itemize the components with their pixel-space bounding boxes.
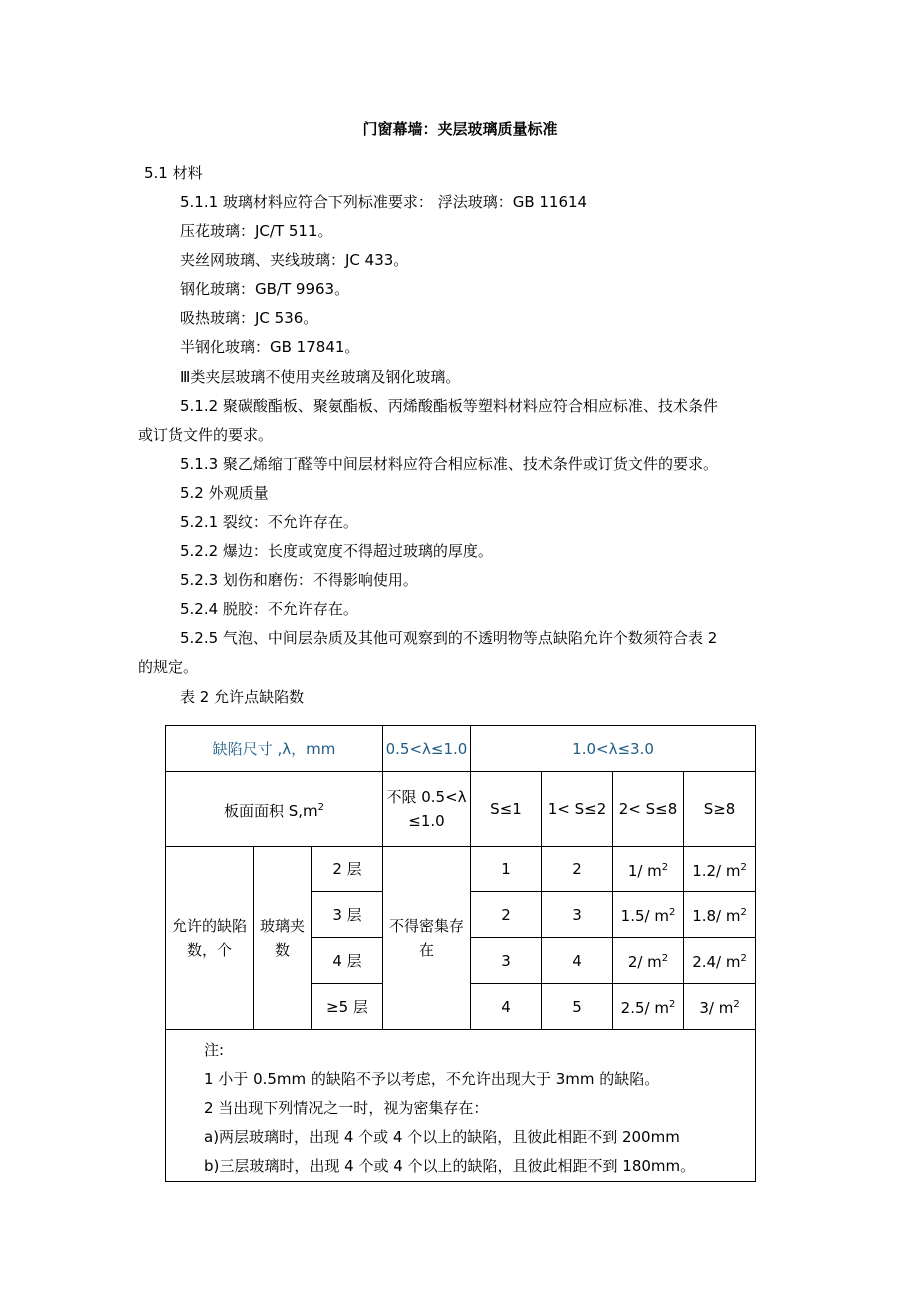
paragraph: 5.2.1 裂纹：不允许存在。 [180,513,358,531]
header-s1: S≤1 [471,772,542,847]
layer-cell: 4 层 [312,938,383,984]
row-label-layers: 玻璃夹 数 [254,847,312,1030]
layer-cell: 3 层 [312,892,383,938]
table-caption: 表 2 允许点缺陷数 [180,688,305,706]
table-cell: 4 [542,938,613,984]
table-cell: 2/ $m^2$ [613,938,684,984]
header-range-large: 1.0<λ≤3.0 [471,726,756,772]
header-area: 板面面积 $S,m^2$ [166,772,383,847]
header-s2: 1< S≤2 [542,772,613,847]
table-notes [166,1030,756,1182]
note-line: 1 小于 0.5mm 的缺陷不予以考虑，不允许出现大于 3mm 的缺陷。 [204,1070,660,1088]
table-cell: 1/ $m^2$ [613,847,684,892]
header-s3: 2< S≤8 [613,772,684,847]
table-cell: 5 [542,984,613,1030]
table-cell: 2.5/ $m^2$ [613,984,684,1030]
paragraph: 的规定。 [138,658,199,676]
table-cell: 3 [542,892,613,938]
table-cell: 2 [471,892,542,938]
header-defect-size: 缺陷尺寸 ,λ，mm [166,726,383,772]
table-cell: 4 [471,984,542,1030]
table-cell: 1.8/ $m^2$ [684,892,756,938]
table-cell: 3 [471,938,542,984]
paragraph: 吸热玻璃：JC 536。 [180,309,319,327]
paragraph: 5.2.5 气泡、中间层杂质及其他可观察到的不透明物等点缺陷允许个数须符合表 2 [180,629,718,647]
paragraph: 5.2.4 脱胶：不允许存在。 [180,600,358,618]
table-cell: 1 [471,847,542,892]
paragraph: 夹丝网玻璃、夹线玻璃：JC 433。 [180,251,409,269]
header-unlimited: 不限 0.5<λ ≤1.0 [383,772,471,847]
paragraph: 5.2.3 划伤和磨伤：不得影响使用。 [180,571,418,589]
row-label-allowed: 允许的缺陷 数，个 [166,847,254,1030]
paragraph: 5.1.3 聚乙烯缩丁醛等中间层材料应符合相应标准、技术条件或订货文件的要求。 [180,455,718,473]
header-s4: S≥8 [684,772,756,847]
note-line: 2 当出现下列情况之一时，视为密集存在： [204,1099,489,1117]
section-heading: 5.2 外观质量 [180,484,269,502]
defect-table [165,725,756,1182]
note-line: a)两层玻璃时，出现 4 个或 4 个以上的缺陷，且彼此相距不到 200mm [204,1128,680,1146]
note-line: 注: [204,1041,225,1059]
header-range-small: 0.5<λ≤1.0 [383,726,471,772]
paragraph: 5.2.2 爆边：长度或宽度不得超过玻璃的厚度。 [180,542,493,560]
paragraph: Ⅲ类夹层玻璃不使用夹丝玻璃及钢化玻璃。 [180,368,461,386]
table-cell: 1.2/ $m^2$ [684,847,756,892]
paragraph: 5.1.2 聚碳酸酯板、聚氨酯板、丙烯酸酯板等塑料材料应符合相应标准、技术条件 [180,397,718,415]
page-title: 门窗幕墙：夹层玻璃质量标准 [362,120,558,138]
section-heading: 5.1 材料 [144,164,203,182]
table-cell: 3/ $m^2$ [684,984,756,1030]
paragraph: 或订货文件的要求。 [138,426,274,444]
table-cell: 2 [542,847,613,892]
note-line: b)三层玻璃时，出现 4 个或 4 个以上的缺陷，且彼此相距不到 180mm。 [204,1157,696,1175]
table-cell: 1.5/ $m^2$ [613,892,684,938]
paragraph: 钢化玻璃：GB/T 9963。 [180,280,350,298]
paragraph: 半钢化玻璃：GB 17841。 [180,338,360,356]
layer-cell: ≥5 层 [312,984,383,1030]
table-cell: 2.4/ $m^2$ [684,938,756,984]
paragraph: 压花玻璃：JC/T 511。 [180,222,333,240]
paragraph: 5.1.1 玻璃材料应符合下列标准要求： 浮法玻璃：GB 11614 [180,193,588,211]
layer-cell: 2 层 [312,847,383,892]
dense-cell: 不得密集存 在 [383,847,471,1030]
